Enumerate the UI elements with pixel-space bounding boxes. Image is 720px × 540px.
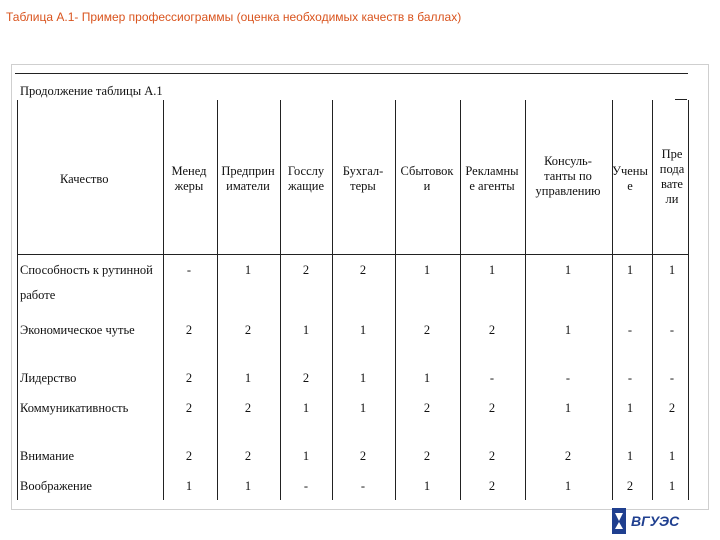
column-header-line: е bbox=[627, 179, 633, 193]
column-divider bbox=[395, 100, 396, 500]
table-cell: 1 bbox=[185, 479, 193, 493]
table-cell: 2 bbox=[423, 401, 431, 415]
university-logo bbox=[610, 507, 690, 535]
table-cell: - bbox=[360, 479, 366, 493]
header-divider bbox=[17, 254, 688, 255]
column-header-line: ли bbox=[665, 192, 679, 206]
logo-text: ВГУЭС bbox=[631, 513, 680, 529]
column-header-line: Сбытовок bbox=[400, 164, 454, 178]
table-cell: 1 bbox=[564, 323, 572, 337]
table-cell: 2 bbox=[185, 449, 193, 463]
table-cell: 1 bbox=[359, 401, 367, 415]
table-cell: - bbox=[669, 371, 675, 385]
column-header-line: е агенты bbox=[469, 179, 515, 193]
column-header-line: Консуль- bbox=[544, 154, 592, 168]
continuation-caption: Продолжение таблицы А.1 bbox=[20, 84, 163, 98]
column-header-line: Менед bbox=[171, 164, 207, 178]
table-cell: 2 bbox=[626, 479, 634, 493]
column-header-line: Госслу bbox=[287, 164, 325, 178]
table-cell: 2 bbox=[423, 449, 431, 463]
table-cell: 2 bbox=[668, 401, 676, 415]
row-label: Лидерство bbox=[20, 371, 77, 385]
table-cell: 1 bbox=[668, 263, 676, 277]
column-divider bbox=[163, 100, 164, 500]
slide-title: Таблица А.1- Пример профессиограммы (оценка необходимых качеств в баллах) bbox=[6, 10, 462, 24]
column-divider bbox=[17, 100, 18, 500]
table-cell: - bbox=[303, 479, 309, 493]
table-cell: 1 bbox=[359, 323, 367, 337]
table-cell: 2 bbox=[564, 449, 572, 463]
table-cell: 1 bbox=[668, 479, 676, 493]
column-header-line: теры bbox=[350, 179, 376, 193]
table-cell: 1 bbox=[302, 449, 310, 463]
table-cell: 2 bbox=[185, 323, 193, 337]
table-cell: 1 bbox=[244, 371, 252, 385]
table-cell: 2 bbox=[359, 263, 367, 277]
table-cell: 2 bbox=[185, 401, 193, 415]
table-cell: 2 bbox=[302, 263, 310, 277]
row-label: Экономическое чутье bbox=[20, 323, 135, 337]
logo-emblem-icon bbox=[610, 507, 690, 535]
header-right-rule bbox=[675, 99, 687, 100]
column-header bbox=[627, 147, 717, 207]
table-cell: 1 bbox=[302, 401, 310, 415]
row-label-continued: работе bbox=[20, 288, 56, 302]
table-cell: 2 bbox=[488, 401, 496, 415]
column-header-line: Пре bbox=[661, 147, 683, 161]
table-cell: 2 bbox=[488, 323, 496, 337]
column-header-line: иматели bbox=[226, 179, 270, 193]
table-cell: - bbox=[186, 263, 192, 277]
column-header-line: и bbox=[423, 179, 431, 193]
table-cell: 1 bbox=[423, 263, 431, 277]
table-cell: 2 bbox=[185, 371, 193, 385]
table-cell: 1 bbox=[564, 479, 572, 493]
column-header-line: жащие bbox=[287, 179, 325, 193]
table-cell: 2 bbox=[244, 323, 252, 337]
column-divider bbox=[217, 100, 218, 500]
table-cell: 1 bbox=[626, 449, 634, 463]
table-cell: 1 bbox=[626, 401, 634, 415]
table-cell: - bbox=[565, 371, 571, 385]
table-cell: 2 bbox=[423, 323, 431, 337]
column-header-line: танты по bbox=[544, 169, 592, 183]
column-header-line: вате bbox=[661, 177, 683, 191]
table-cell: 1 bbox=[359, 371, 367, 385]
table-cell: - bbox=[627, 371, 633, 385]
top-rule bbox=[15, 73, 688, 74]
table-cell: - bbox=[489, 371, 495, 385]
table-cell: 2 bbox=[302, 371, 310, 385]
column-header-line: жеры bbox=[174, 179, 204, 193]
column-header-line: Бухгал- bbox=[342, 164, 384, 178]
column-divider bbox=[280, 100, 281, 500]
table-cell: 1 bbox=[668, 449, 676, 463]
table-cell: - bbox=[669, 323, 675, 337]
column-header-line: Предприн bbox=[221, 164, 275, 178]
table-cell: 1 bbox=[564, 263, 572, 277]
table-cell: 1 bbox=[488, 263, 496, 277]
column-divider bbox=[460, 100, 461, 500]
column-header-line: управлению bbox=[535, 184, 601, 198]
table-cell: - bbox=[627, 323, 633, 337]
column-divider bbox=[332, 100, 333, 500]
row-label: Коммуникативность bbox=[20, 401, 129, 415]
table-frame bbox=[11, 64, 709, 510]
table-cell: 2 bbox=[244, 449, 252, 463]
column-header-line: Рекламны bbox=[465, 164, 519, 178]
table-cell: 2 bbox=[488, 449, 496, 463]
column-header-line: пода bbox=[659, 162, 685, 176]
column-header-line: Учены bbox=[612, 164, 648, 178]
table-cell: 1 bbox=[564, 401, 572, 415]
table-cell: 1 bbox=[423, 371, 431, 385]
table-cell: 1 bbox=[244, 263, 252, 277]
table-cell: 2 bbox=[488, 479, 496, 493]
table-cell: 1 bbox=[423, 479, 431, 493]
row-label: Воображение bbox=[20, 479, 92, 493]
row-label: Внимание bbox=[20, 449, 75, 463]
table-cell: 1 bbox=[244, 479, 252, 493]
row-label: Способность к рутинной bbox=[20, 263, 153, 277]
table-cell: 2 bbox=[244, 401, 252, 415]
table-cell: 1 bbox=[302, 323, 310, 337]
header-quality: Качество bbox=[60, 172, 109, 186]
table-cell: 2 bbox=[359, 449, 367, 463]
table-cell: 1 bbox=[626, 263, 634, 277]
